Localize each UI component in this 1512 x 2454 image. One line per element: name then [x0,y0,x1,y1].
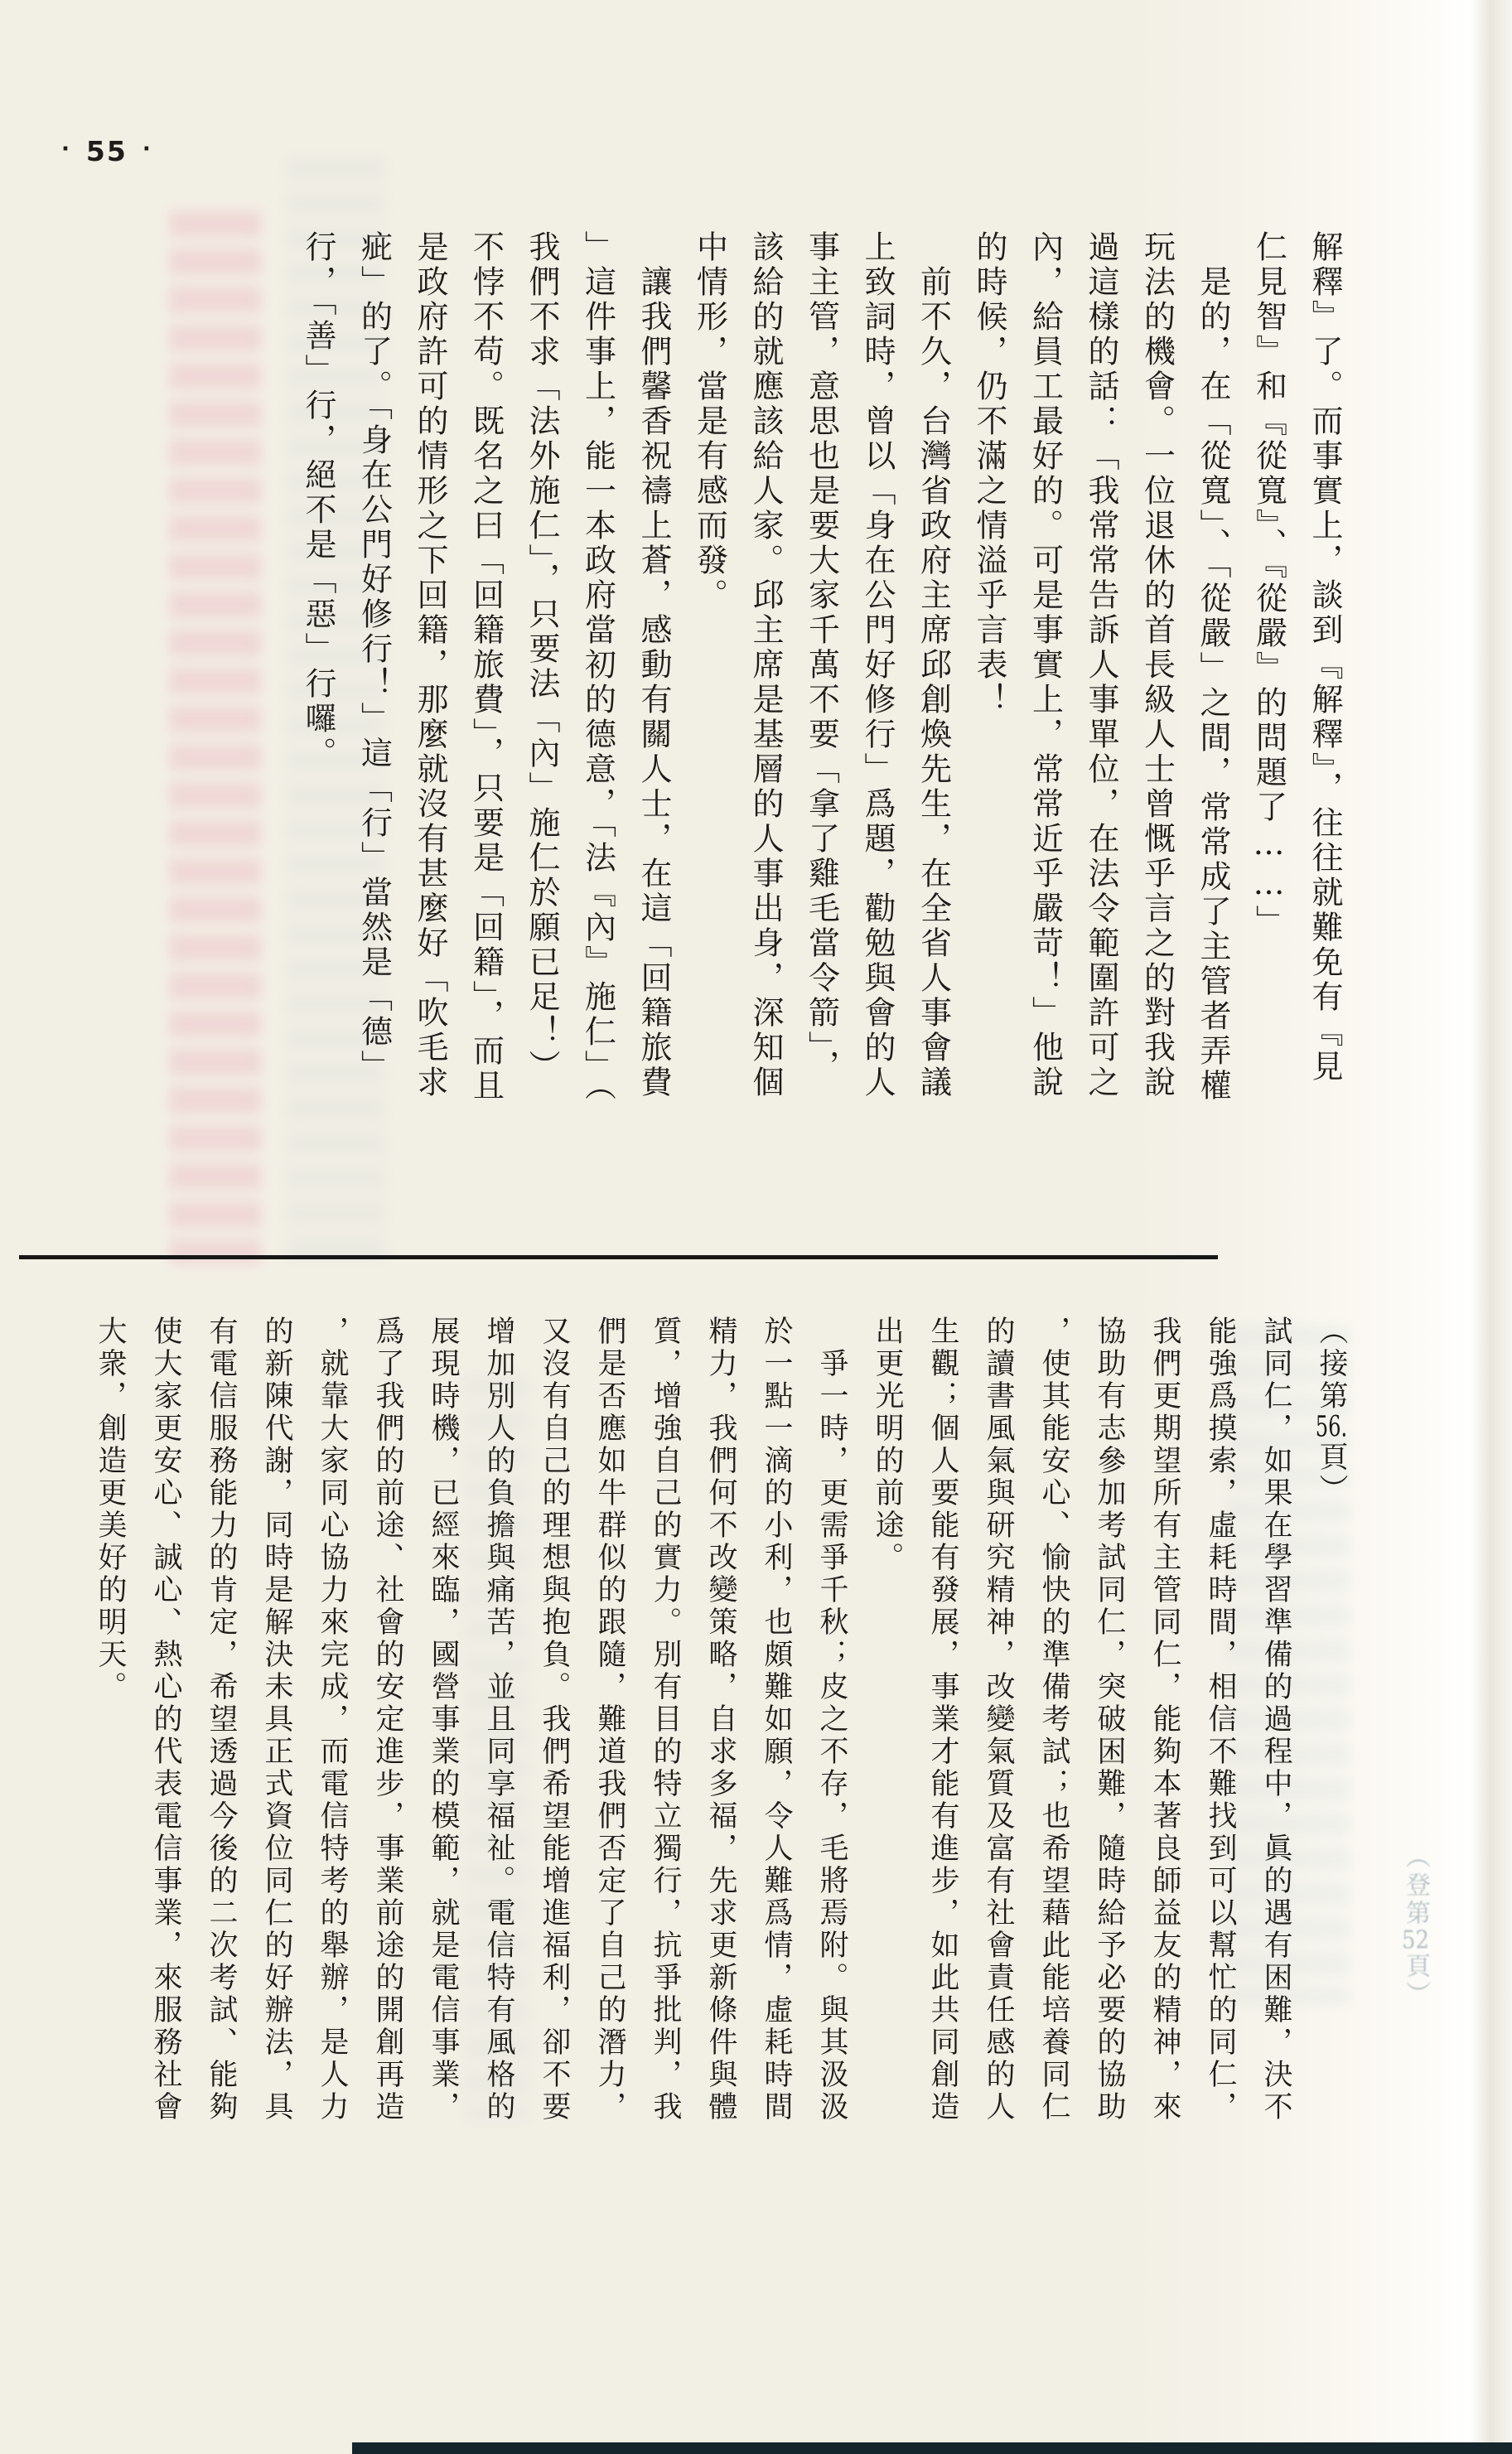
bottom-article [33,1316,1359,2134]
margin-ghost-suffix: 頁） [1401,1953,1430,2009]
continuation-note [1303,1316,1359,2134]
paragraph: 前不久，台灣省政府主席邱創煥先生，在全省人事會議上致詞時，曾以「身在公門好修行」爲題，勸勉與會的人事主管，意思也是要大家千萬不要「拿了雞毛當令箭」，該給的就應該給人家。邱主席是基層的人事出身，深知個中情形，當是有感而發。 [691,230,952,1100]
top-article [192,230,1352,1112]
paragraph: 試同仁，如果在學習準備的過程中，眞的遇有困難，決不能強爲摸索，虛耗時間，相信不難找到可以幫忙的同仁，我們更期望所有主管同仁，能夠本著良師益友的精神，來協助有志參加考試同仁，突破困難，隨時給予必要的協助，使其能安心、愉快的準備考試；也希望藉此能培養同仁的讀書風氣與研究精神，改變氣質及富有社會責任感的人生觀；個人要能有發展，事業才能有進步，如此共同創造出更光明的前途。 [871,1316,1292,2123]
paragraph: 爭一時，更需爭千秋；皮之不存，毛將焉附。與其汲汲於一點一滴的小利，也頗難如願，令人難爲情，虛耗時間精力，我們何不改變策略，自求多福，先求更新條件與體質，增強自己的實力。別有目的特立獨行，抗爭批判，我們是否應如牛群似的跟隨，難道我們否定了自己的潛力，又沒有自己的理想與抱負。我們希望能增進福利，卻不要增加別人的負擔與痛苦，並且同享福祉。電信特有風格的展現時機，已經來臨，國營事業的模範，就是電信事業，爲了我們的前途、社會的安定進步，事業前途的開創再造，就靠大家同心協力來完成，而電信特考的舉辦，是人力的新陳代謝，同時是解決未具正式資位同仁的好辦法，具有電信服務能力的肯定，希望透過今後的二次考試、能夠使大家更安心、誠心、熱心的代表電信事業，來服務社會大衆，創造更美好的明天。 [94,1316,848,2123]
page-number-dot-right: · [142,137,152,162]
continuation-note-suffix: 頁） [1315,1442,1348,1506]
margin-ghost-prefix: （登第 [1401,1843,1430,1928]
continuation-note-page-number: 56. [1315,1413,1348,1442]
paragraph: 解釋』了。而事實上，談到『解釋』，往往就難免有『見仁見智』和『從寬』、『從嚴』的問題了……」 [1250,230,1343,1084]
margin-ghost-page-ref [1397,1843,1433,2191]
section-divider [19,1255,1218,1259]
paragraph: 是的，在「從寬」、「從嚴」之間，常常成了主管者弄權玩法的機會。一位退休的首長級人士曾慨乎言之的對我說過這樣的話：「我常常告訴人事單位，在法令範圍許可之內，給員工最好的。可是事實上，常常近乎嚴苛！」他說的時候，仍不滿之情溢乎言表！ [971,230,1231,1104]
page-number-value: 55 [85,135,128,167]
paragraph: 讓我們馨香祝禱上蒼，感動有關人士，在這「回籍旅費」這件事上，能一本政府當初的德意，「法『內』施仁」（我們不求「法外施仁」，只要法「內」施仁於願已足！）不悖不苟。既名之曰「回籍旅費」，只要是「回籍」，而且是政府許可的情形之下回籍，那麼就沒有甚麼好「吹毛求疵」的了。「身在公門好修行！」這「行」當然是「德」行，「善」行，絕不是「惡」行囉。 [300,230,672,1104]
margin-ghost-number: 52 [1402,1928,1429,1953]
scan-edge [352,2442,1512,2454]
continuation-note-prefix: （接第 [1315,1316,1348,1413]
page-number [46,135,167,167]
page-number-dot-left: · [61,137,71,162]
